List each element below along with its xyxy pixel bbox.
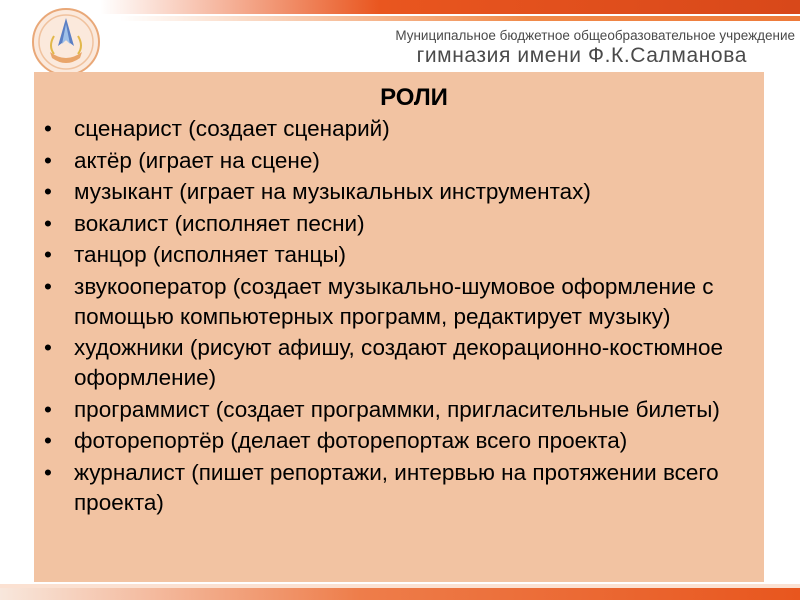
role-text: музыкант (играет на музыкальных инструментах): [74, 179, 591, 204]
role-item: [42, 146, 746, 176]
role-item: [42, 333, 746, 393]
role-text: сценарист (создает сценарий): [74, 116, 390, 141]
bullet-icon: •: [44, 147, 52, 173]
role-text: актёр (играет на сцене): [74, 147, 320, 173]
role-item: [42, 458, 746, 518]
role-item: [42, 272, 746, 332]
role-text: программист (создает программки, пригласительные билеты): [74, 396, 720, 422]
bullet-icon: •: [44, 116, 52, 141]
role-item: [42, 240, 746, 270]
roles-list: [42, 114, 746, 518]
organization-line: Муниципальное бюджетное общеобразовательное учреждение: [395, 28, 795, 43]
role-text: художники (рисуют афишу, создают декорационно-костюмное оформление): [74, 335, 723, 390]
bullet-icon: •: [44, 428, 52, 453]
bullet-icon: •: [44, 210, 52, 236]
role-item: [42, 395, 746, 425]
school-name: гимназия имени Ф.К.Салманова: [416, 44, 747, 67]
bullet-icon: •: [44, 459, 52, 485]
roles-content-box: [34, 72, 764, 582]
bullet-icon: •: [44, 179, 52, 204]
footer-stripe: [0, 588, 800, 600]
role-item: [42, 426, 746, 456]
role-text: журналист (пишет репортажи, интервью на протяжении всего проекта): [74, 459, 719, 515]
role-item: [42, 209, 746, 239]
slide-title: РОЛИ: [380, 84, 448, 111]
bullet-icon: •: [44, 273, 52, 299]
bullet-icon: •: [44, 396, 52, 422]
header-stripe-thin: [120, 16, 800, 21]
role-item: [42, 177, 746, 207]
role-item: [42, 114, 746, 144]
role-text: звукооператор (создает музыкально-шумовое оформление с помощью компьютерных программ, редактирует музыку): [74, 273, 714, 329]
role-text: фоторепортёр (делает фоторепортаж всего проекта): [74, 428, 628, 453]
header-stripe: [100, 0, 800, 14]
role-text: танцор (исполняет танцы): [74, 242, 347, 267]
bullet-icon: •: [44, 242, 52, 267]
role-text: вокалист (исполняет песни): [74, 210, 365, 236]
bullet-icon: •: [44, 335, 52, 360]
